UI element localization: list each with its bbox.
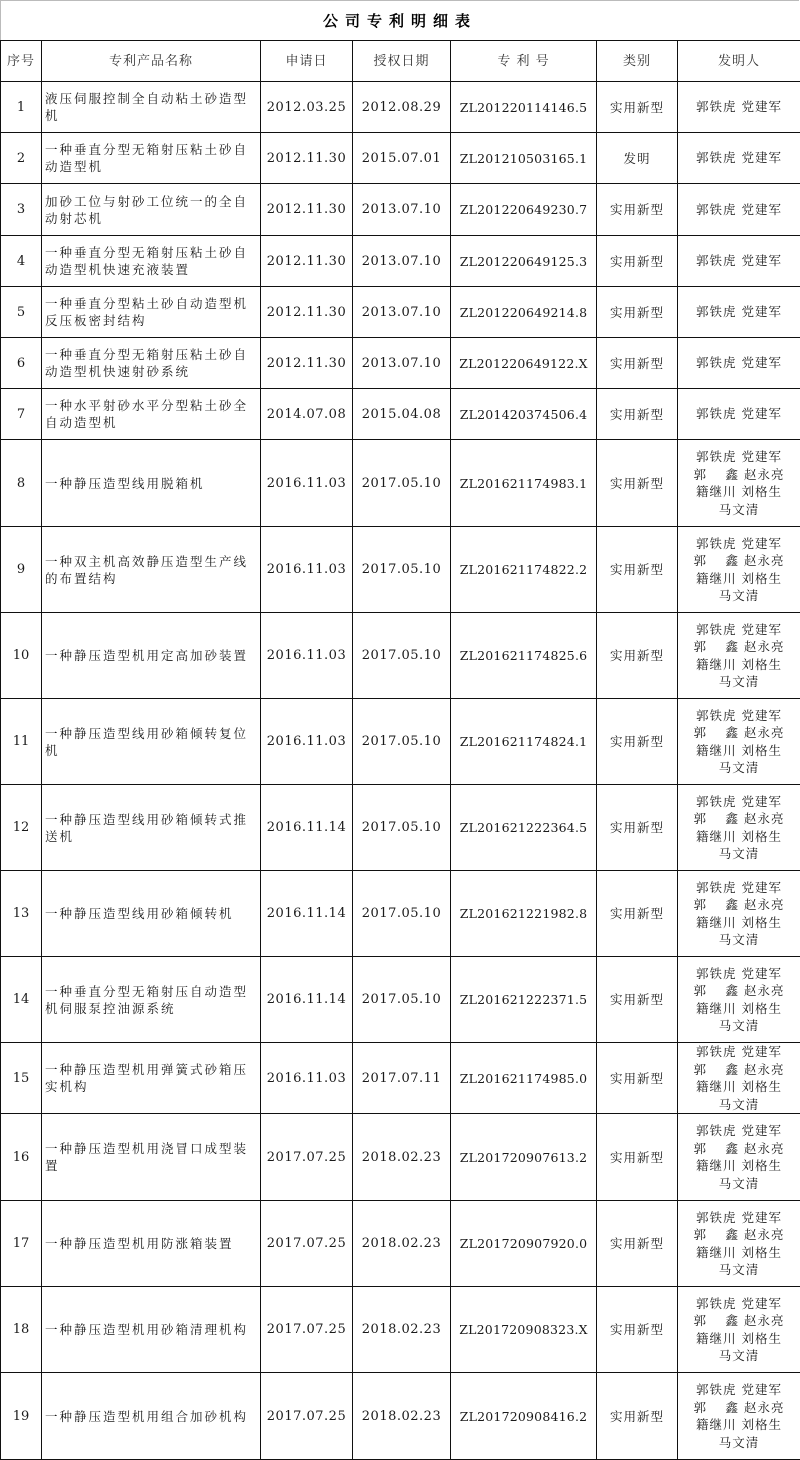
patent-number: ZL201621174822.2 (451, 527, 597, 613)
patent-name: 一种双主机高效静压造型生产线的布置结构 (42, 527, 261, 613)
table-row (1, 957, 800, 1043)
grant-date: 2017.05.10 (353, 785, 451, 871)
inventors (678, 338, 800, 389)
inventor-line: 郭 鑫 赵永亮 (680, 724, 798, 742)
inventors (678, 82, 800, 133)
apply-date: 2016.11.14 (261, 785, 353, 871)
apply-date: 2016.11.14 (261, 957, 353, 1043)
inventor-line: 马文清 (680, 759, 798, 777)
apply-date: 2017.07.25 (261, 1287, 353, 1373)
patent-name: 一种静压造型机用防涨箱装置 (42, 1201, 261, 1287)
patent-name: 一种静压造型线用脱箱机 (42, 440, 261, 527)
grant-date: 2018.02.23 (353, 1114, 451, 1201)
inventors (678, 1201, 800, 1287)
apply-date: 2016.11.03 (261, 1043, 353, 1114)
grant-date: 2012.08.29 (353, 82, 451, 133)
apply-date: 2016.11.03 (261, 440, 353, 527)
col-header-name: 专利产品名称 (42, 41, 261, 82)
patent-name: 一种静压造型线用砂箱倾转式推送机 (42, 785, 261, 871)
patent-number: ZL201220649125.3 (451, 236, 597, 287)
inventor-line: 郭 鑫 赵永亮 (680, 1140, 798, 1158)
row-number: 9 (1, 527, 42, 613)
patent-number: ZL201220114146.5 (451, 82, 597, 133)
patent-number: ZL201210503165.1 (451, 133, 597, 184)
inventors (678, 613, 800, 699)
inventor-line: 郭 鑫 赵永亮 (680, 1061, 798, 1079)
row-number: 18 (1, 1287, 42, 1373)
inventor-line: 郭铁虎 党建军 (680, 879, 798, 897)
inventor-line: 郭铁虎 党建军 (680, 1122, 798, 1140)
inventor-line: 郭铁虎 党建军 (680, 793, 798, 811)
row-number: 8 (1, 440, 42, 527)
apply-date: 2014.07.08 (261, 389, 353, 440)
apply-date: 2016.11.03 (261, 699, 353, 785)
patent-table (0, 40, 800, 1460)
inventor-line: 籍继川 刘格生 (680, 828, 798, 846)
apply-date: 2017.07.25 (261, 1114, 353, 1201)
grant-date: 2013.07.10 (353, 287, 451, 338)
patent-number: ZL201720908416.2 (451, 1373, 597, 1460)
patent-name: 一种静压造型机用浇冒口成型装置 (42, 1114, 261, 1201)
inventor-line: 郭 鑫 赵永亮 (680, 1312, 798, 1330)
inventor-line: 郭铁虎 党建军 (680, 1209, 798, 1227)
inventors (678, 440, 800, 527)
inventor-line: 马文清 (680, 931, 798, 949)
inventor-line: 籍继川 刘格生 (680, 1244, 798, 1262)
patent-category: 实用新型 (597, 338, 678, 389)
inventors (678, 785, 800, 871)
grant-date: 2017.05.10 (353, 957, 451, 1043)
grant-date: 2017.05.10 (353, 699, 451, 785)
inventor-line: 籍继川 刘格生 (680, 483, 798, 501)
inventors (678, 1287, 800, 1373)
inventor-line: 郭铁虎 党建军 (680, 448, 798, 466)
patent-number: ZL201621174825.6 (451, 613, 597, 699)
row-number: 5 (1, 287, 42, 338)
patent-number: ZL201621174824.1 (451, 699, 597, 785)
patent-number: ZL201621174983.1 (451, 440, 597, 527)
table-row (1, 785, 800, 871)
patent-category: 实用新型 (597, 1043, 678, 1114)
row-number: 2 (1, 133, 42, 184)
patent-category: 实用新型 (597, 527, 678, 613)
row-number: 6 (1, 338, 42, 389)
inventor-line: 郭 鑫 赵永亮 (680, 810, 798, 828)
patent-number: ZL201220649230.7 (451, 184, 597, 236)
inventor-line: 籍继川 刘格生 (680, 742, 798, 760)
inventor-line: 郭铁虎 党建军 (680, 965, 798, 983)
patent-number: ZL201621222364.5 (451, 785, 597, 871)
inventor-line: 郭铁虎 党建军 (680, 201, 798, 219)
table-row (1, 1287, 800, 1373)
table-header-row (1, 41, 800, 82)
inventor-line: 籍继川 刘格生 (680, 1078, 798, 1096)
patent-name: 一种垂直分型无箱射压粘土砂自动造型机 (42, 133, 261, 184)
inventor-line: 郭 鑫 赵永亮 (680, 466, 798, 484)
inventors (678, 871, 800, 957)
patent-number: ZL201720908323.X (451, 1287, 597, 1373)
patent-category: 实用新型 (597, 699, 678, 785)
table-row (1, 440, 800, 527)
patent-category: 实用新型 (597, 184, 678, 236)
inventor-line: 籍继川 刘格生 (680, 1416, 798, 1434)
patent-number: ZL201420374506.4 (451, 389, 597, 440)
table-row (1, 236, 800, 287)
grant-date: 2017.05.10 (353, 613, 451, 699)
apply-date: 2017.07.25 (261, 1201, 353, 1287)
inventors (678, 236, 800, 287)
inventor-line: 马文清 (680, 1434, 798, 1452)
inventors (678, 133, 800, 184)
inventors (678, 389, 800, 440)
inventor-line: 马文清 (680, 501, 798, 519)
patent-category: 实用新型 (597, 236, 678, 287)
inventor-line: 郭铁虎 党建军 (680, 621, 798, 639)
inventor-line: 郭铁虎 党建军 (680, 707, 798, 725)
inventors (678, 1043, 800, 1114)
inventor-line: 籍继川 刘格生 (680, 1330, 798, 1348)
grant-date: 2018.02.23 (353, 1201, 451, 1287)
apply-date: 2012.11.30 (261, 338, 353, 389)
patent-name: 一种静压造型机用定高加砂装置 (42, 613, 261, 699)
row-number: 1 (1, 82, 42, 133)
apply-date: 2012.03.25 (261, 82, 353, 133)
inventor-line: 马文清 (680, 1096, 798, 1114)
inventors (678, 1373, 800, 1460)
grant-date: 2015.04.08 (353, 389, 451, 440)
apply-date: 2017.07.25 (261, 1373, 353, 1460)
patent-name: 一种静压造型机用砂箱清理机构 (42, 1287, 261, 1373)
row-number: 16 (1, 1114, 42, 1201)
col-header-apply-date: 申请日 (261, 41, 353, 82)
inventor-line: 马文清 (680, 1261, 798, 1279)
inventors (678, 1114, 800, 1201)
inventor-line: 郭 鑫 赵永亮 (680, 982, 798, 1000)
inventor-line: 郭铁虎 党建军 (680, 303, 798, 321)
patent-category: 实用新型 (597, 1201, 678, 1287)
inventors (678, 287, 800, 338)
patent-category: 实用新型 (597, 1114, 678, 1201)
inventor-line: 郭 鑫 赵永亮 (680, 1399, 798, 1417)
patent-name: 一种静压造型线用砂箱倾转复位机 (42, 699, 261, 785)
row-number: 17 (1, 1201, 42, 1287)
patent-name: 一种垂直分型无箱射压粘土砂自动造型机快速射砂系统 (42, 338, 261, 389)
inventors (678, 184, 800, 236)
document-title: 公司专利明细表 (0, 0, 800, 40)
patent-name: 液压伺服控制全自动粘土砂造型机 (42, 82, 261, 133)
inventors (678, 699, 800, 785)
row-number: 7 (1, 389, 42, 440)
table-row (1, 699, 800, 785)
patent-category: 实用新型 (597, 1373, 678, 1460)
inventor-line: 郭 鑫 赵永亮 (680, 638, 798, 656)
inventor-line: 马文清 (680, 1347, 798, 1365)
row-number: 4 (1, 236, 42, 287)
table-row (1, 133, 800, 184)
patent-category: 实用新型 (597, 389, 678, 440)
inventor-line: 郭铁虎 党建军 (680, 1381, 798, 1399)
inventor-line: 籍继川 刘格生 (680, 656, 798, 674)
row-number: 12 (1, 785, 42, 871)
patent-category: 实用新型 (597, 871, 678, 957)
inventor-line: 马文清 (680, 1175, 798, 1193)
grant-date: 2013.07.10 (353, 338, 451, 389)
inventor-line: 籍继川 刘格生 (680, 1000, 798, 1018)
row-number: 3 (1, 184, 42, 236)
table-row (1, 184, 800, 236)
row-number: 11 (1, 699, 42, 785)
patent-number: ZL201621221982.8 (451, 871, 597, 957)
patent-category: 实用新型 (597, 613, 678, 699)
row-number: 13 (1, 871, 42, 957)
col-header-category: 类别 (597, 41, 678, 82)
patent-name: 一种垂直分型粘土砂自动造型机反压板密封结构 (42, 287, 261, 338)
table-row (1, 338, 800, 389)
row-number: 19 (1, 1373, 42, 1460)
patent-category: 实用新型 (597, 785, 678, 871)
patent-name: 一种水平射砂水平分型粘土砂全自动造型机 (42, 389, 261, 440)
apply-date: 2012.11.30 (261, 236, 353, 287)
patent-category: 实用新型 (597, 82, 678, 133)
inventor-line: 郭铁虎 党建军 (680, 98, 798, 116)
grant-date: 2018.02.23 (353, 1373, 451, 1460)
apply-date: 2016.11.03 (261, 527, 353, 613)
table-row (1, 82, 800, 133)
patent-category: 实用新型 (597, 957, 678, 1043)
row-number: 15 (1, 1043, 42, 1114)
grant-date: 2017.05.10 (353, 440, 451, 527)
patent-category: 实用新型 (597, 287, 678, 338)
apply-date: 2016.11.03 (261, 613, 353, 699)
patent-name: 一种静压造型机用弹簧式砂箱压实机构 (42, 1043, 261, 1114)
patent-name: 一种垂直分型无箱射压粘土砂自动造型机快速充液装置 (42, 236, 261, 287)
patent-category: 发明 (597, 133, 678, 184)
inventor-line: 马文清 (680, 845, 798, 863)
table-row (1, 527, 800, 613)
col-header-inventors: 发明人 (678, 41, 800, 82)
inventor-line: 郭 鑫 赵永亮 (680, 896, 798, 914)
inventor-line: 郭 鑫 赵永亮 (680, 1226, 798, 1244)
grant-date: 2013.07.10 (353, 236, 451, 287)
inventors (678, 527, 800, 613)
apply-date: 2012.11.30 (261, 133, 353, 184)
patent-number: ZL201220649122.X (451, 338, 597, 389)
grant-date: 2015.07.01 (353, 133, 451, 184)
grant-date: 2017.07.11 (353, 1043, 451, 1114)
inventor-line: 郭 鑫 赵永亮 (680, 552, 798, 570)
apply-date: 2012.11.30 (261, 287, 353, 338)
table-row (1, 287, 800, 338)
patent-name: 一种静压造型机用组合加砂机构 (42, 1373, 261, 1460)
apply-date: 2012.11.30 (261, 184, 353, 236)
apply-date: 2016.11.14 (261, 871, 353, 957)
patent-number: ZL201720907613.2 (451, 1114, 597, 1201)
inventor-line: 郭铁虎 党建军 (680, 354, 798, 372)
col-header-no: 序号 (1, 41, 42, 82)
inventor-line: 郭铁虎 党建军 (680, 1295, 798, 1313)
grant-date: 2017.05.10 (353, 871, 451, 957)
table-row (1, 871, 800, 957)
table-row (1, 1114, 800, 1201)
patent-number: ZL201621222371.5 (451, 957, 597, 1043)
inventor-line: 郭铁虎 党建军 (680, 149, 798, 167)
grant-date: 2018.02.23 (353, 1287, 451, 1373)
row-number: 14 (1, 957, 42, 1043)
inventor-line: 籍继川 刘格生 (680, 914, 798, 932)
patent-number: ZL201720907920.0 (451, 1201, 597, 1287)
grant-date: 2013.07.10 (353, 184, 451, 236)
table-row (1, 613, 800, 699)
row-number: 10 (1, 613, 42, 699)
patent-number: ZL201220649214.8 (451, 287, 597, 338)
patent-name: 一种垂直分型无箱射压自动造型机伺服泵控油源系统 (42, 957, 261, 1043)
table-row (1, 1043, 800, 1114)
inventor-line: 郭铁虎 党建军 (680, 405, 798, 423)
inventor-line: 郭铁虎 党建军 (680, 535, 798, 553)
patent-category: 实用新型 (597, 440, 678, 527)
inventor-line: 籍继川 刘格生 (680, 1157, 798, 1175)
inventor-line: 郭铁虎 党建军 (680, 1043, 798, 1061)
patent-name: 加砂工位与射砂工位统一的全自动射芯机 (42, 184, 261, 236)
col-header-grant-date: 授权日期 (353, 41, 451, 82)
patent-category: 实用新型 (597, 1287, 678, 1373)
inventor-line: 籍继川 刘格生 (680, 570, 798, 588)
inventor-line: 马文清 (680, 673, 798, 691)
grant-date: 2017.05.10 (353, 527, 451, 613)
col-header-patent-no: 专 利 号 (451, 41, 597, 82)
table-row (1, 389, 800, 440)
inventor-line: 马文清 (680, 1017, 798, 1035)
patent-name: 一种静压造型线用砂箱倾转机 (42, 871, 261, 957)
inventors (678, 957, 800, 1043)
inventor-line: 郭铁虎 党建军 (680, 252, 798, 270)
table-row (1, 1201, 800, 1287)
patent-number: ZL201621174985.0 (451, 1043, 597, 1114)
table-row (1, 1373, 800, 1460)
inventor-line: 马文清 (680, 587, 798, 605)
